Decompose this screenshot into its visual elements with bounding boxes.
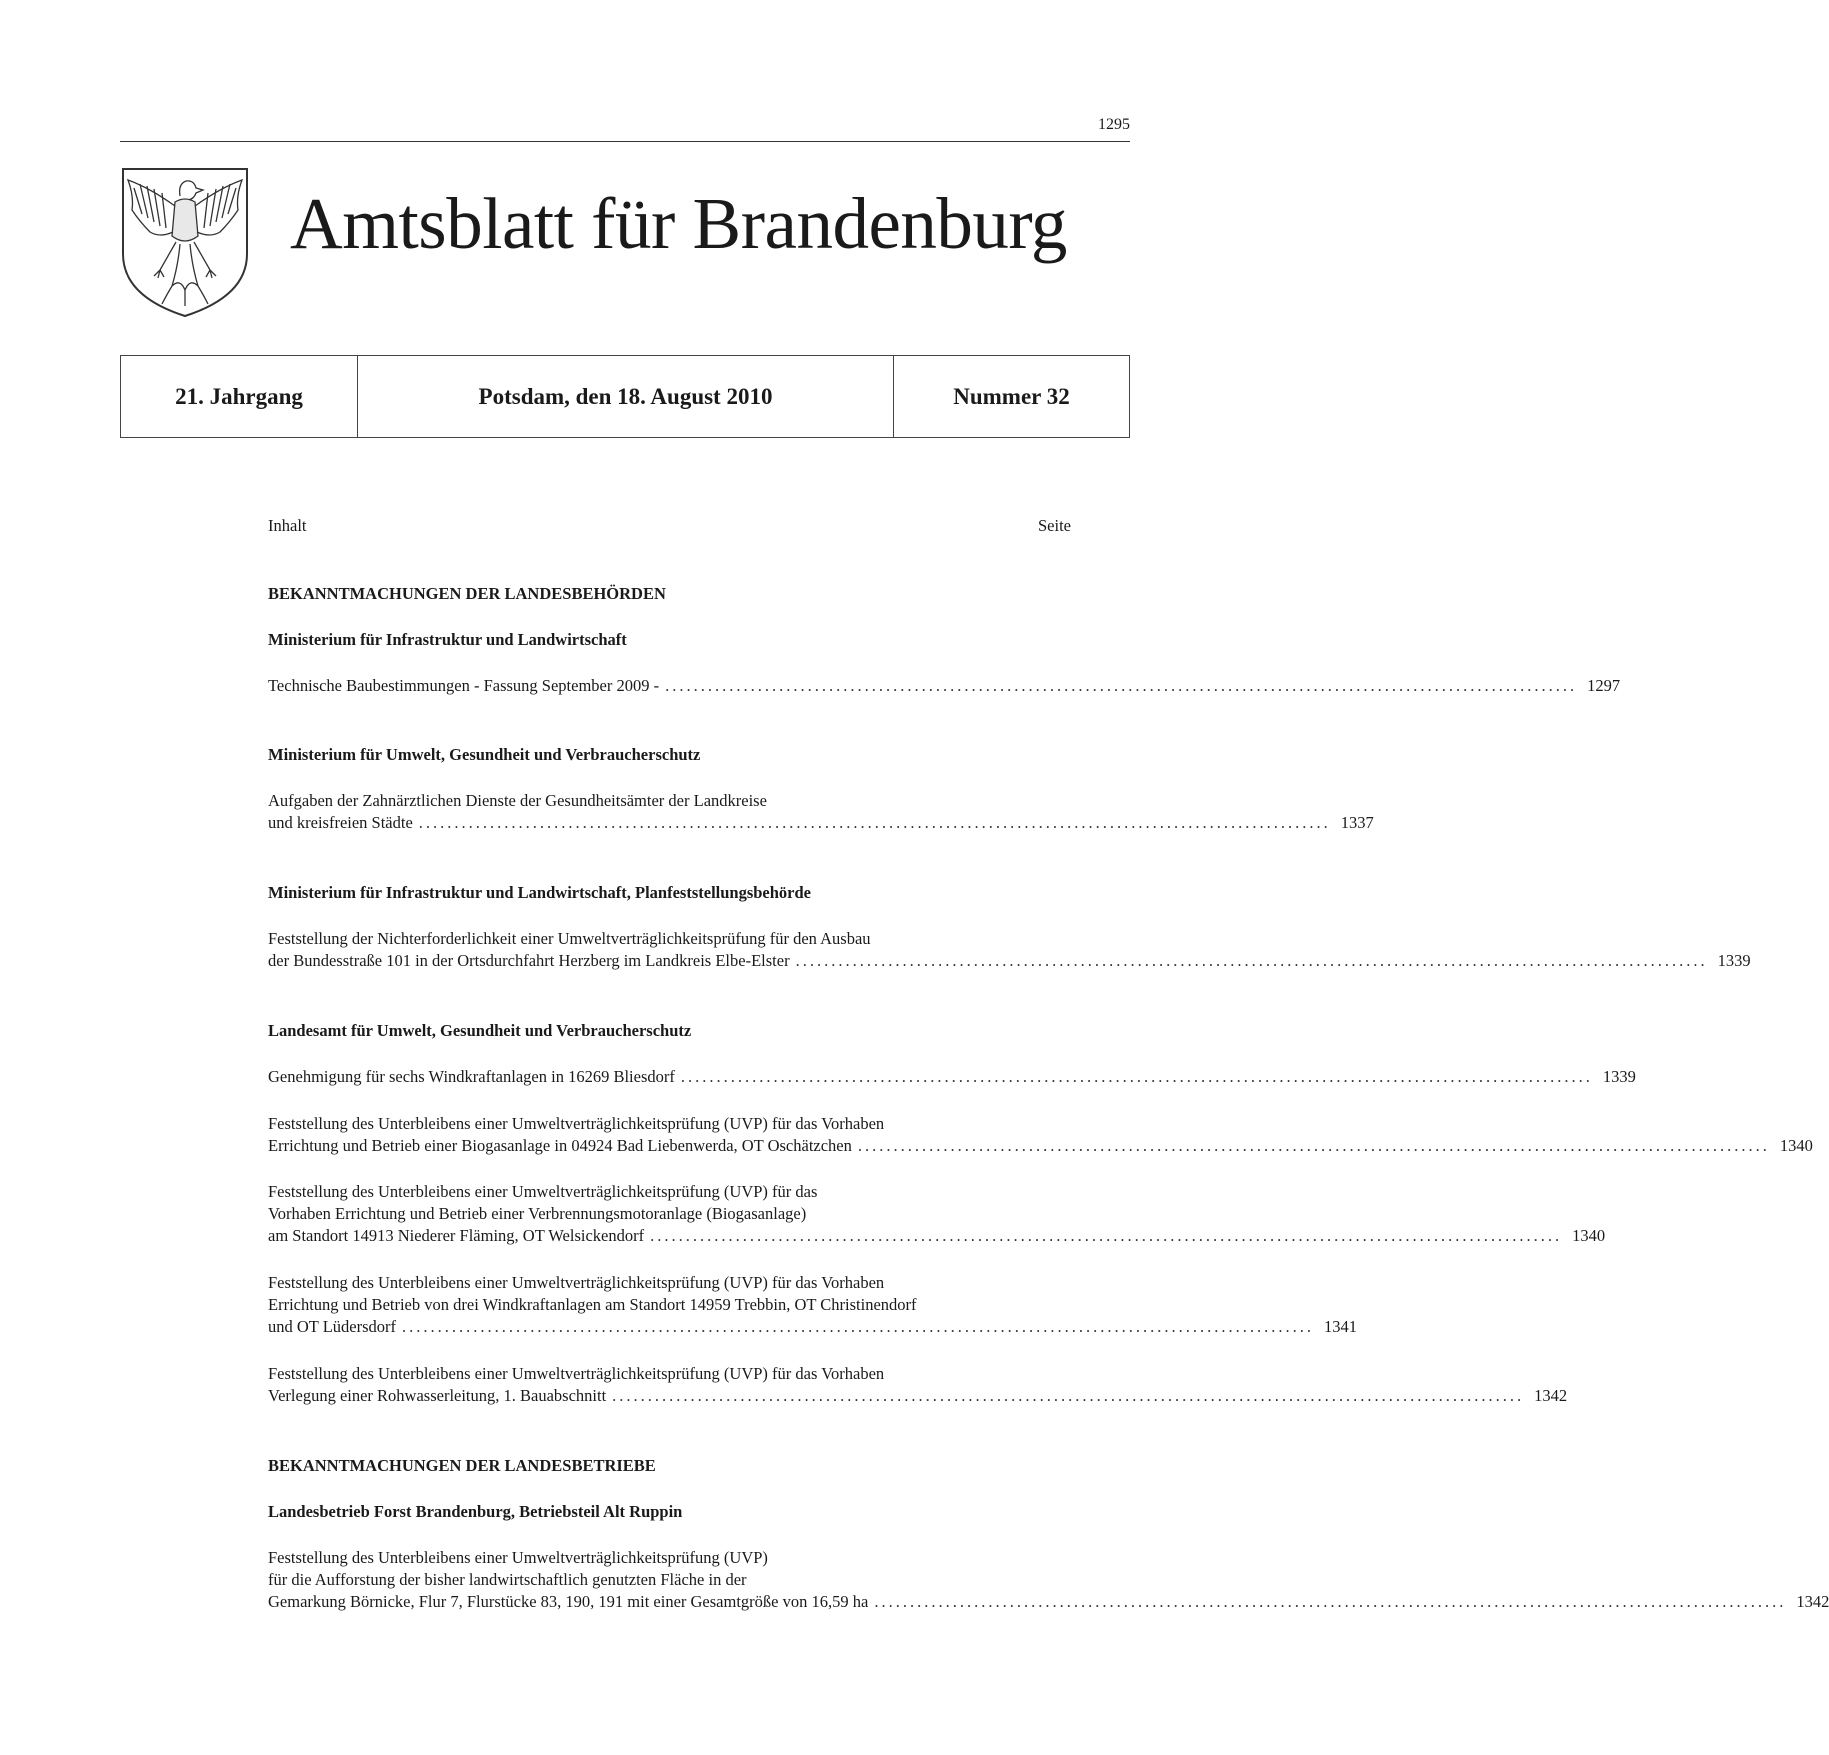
entry-page: 1339	[1602, 1067, 1636, 1086]
entry-page: 1341	[1324, 1317, 1358, 1336]
leader-dots: ................................................................................................................................	[418, 813, 1331, 832]
org-heading: Ministerium für Umwelt, Gesundheit und Verbraucherschutz	[268, 745, 701, 764]
masthead-title: Amtsblatt für Brandenburg	[290, 183, 1067, 264]
toc-entry	[268, 1272, 1358, 1338]
toc-entry	[268, 1181, 1606, 1247]
toc-header-right: Seite	[1038, 516, 1071, 535]
entry-text: der Bundesstraße 101 in der Ortsdurchfahrt Herzberg im Landkreis Elbe-Elster	[268, 951, 790, 970]
org-heading: Landesbetrieb Forst Brandenburg, Betriebsteil Alt Ruppin	[268, 1502, 683, 1521]
entry-line: Feststellung des Unterbleibens einer Umweltverträglichkeitsprüfung (UVP) für das	[268, 1182, 818, 1201]
entry-line: Errichtung und Betrieb von drei Windkraftanlagen am Standort 14959 Trebbin, OT Christinendorf	[268, 1295, 917, 1314]
volume: 21. Jahrgang	[121, 356, 358, 437]
entry-line: Feststellung des Unterbleibens einer Umweltverträglichkeitsprüfung (UVP)	[268, 1548, 768, 1567]
toc-entry	[268, 790, 1374, 834]
leader-dots: ................................................................................................................................	[402, 1317, 1315, 1336]
entry-text: Errichtung und Betrieb einer Biogasanlage in 04924 Bad Liebenwerda, OT Oschätzchen	[268, 1136, 852, 1155]
entry-text: Technische Baubestimmungen - Fassung September 2009 -	[268, 676, 660, 695]
entry-line: Feststellung des Unterbleibens einer Umweltverträglichkeitsprüfung (UVP) für das Vorhaben	[268, 1273, 885, 1292]
org-heading: Ministerium für Infrastruktur und Landwirtschaft	[268, 630, 627, 649]
entry-text: Genehmigung für sechs Windkraftanlagen in 16269 Bliesdorf	[268, 1067, 675, 1086]
entry-page: 1340	[1779, 1136, 1813, 1155]
leader-dots: ................................................................................................................................	[612, 1386, 1525, 1405]
toc-entry	[268, 1363, 1568, 1407]
leader-dots: ................................................................................................................................	[665, 676, 1578, 695]
entry-text: und OT Lüdersdorf	[268, 1317, 397, 1336]
entry-page: 1342	[1534, 1386, 1568, 1405]
entry-line: für die Aufforstung der bisher landwirtschaftlich genutzten Fläche in der	[268, 1570, 747, 1589]
leader-dots: ................................................................................................................................	[680, 1067, 1593, 1086]
toc-header	[268, 516, 1071, 536]
entry-page: 1297	[1587, 676, 1621, 695]
org-heading: Landesamt für Umwelt, Gesundheit und Verbraucherschutz	[268, 1021, 692, 1040]
leader-dots: ................................................................................................................................	[874, 1592, 1787, 1611]
brandenburg-eagle-coat-of-arms-icon	[120, 166, 250, 318]
entry-line: Feststellung der Nichterforderlichkeit einer Umweltverträglichkeitsprüfung für den Ausbau	[268, 929, 871, 948]
entry-page: 1340	[1572, 1226, 1606, 1245]
org-heading: Ministerium für Infrastruktur und Landwirtschaft, Planfeststellungsbehörde	[268, 883, 812, 902]
leader-dots: ................................................................................................................................	[650, 1226, 1563, 1245]
page-number: 1295	[1098, 116, 1130, 133]
section-heading: BEKANNTMACHUNGEN DER LANDESBEHÖRDEN	[268, 584, 666, 603]
entry-text: Verlegung einer Rohwasserleitung, 1. Bauabschnitt	[268, 1386, 607, 1405]
place-date: Potsdam, den 18. August 2010	[358, 356, 894, 437]
entry-text: und kreisfreien Städte	[268, 813, 413, 832]
entry-line: Feststellung des Unterbleibens einer Umweltverträglichkeitsprüfung (UVP) für das Vorhaben	[268, 1364, 885, 1383]
entry-text: Gemarkung Börnicke, Flur 7, Flurstücke 83, 190, 191 mit einer Gesamtgröße von 16,59 ha	[268, 1592, 869, 1611]
entry-line: Aufgaben der Zahnärztlichen Dienste der Gesundheitsämter der Landkreise	[268, 791, 767, 810]
issue-info-box	[120, 355, 1130, 438]
leader-dots: ................................................................................................................................	[857, 1136, 1770, 1155]
entry-text: am Standort 14913 Niederer Fläming, OT Welsickendorf	[268, 1226, 645, 1245]
entry-page: 1339	[1717, 951, 1751, 970]
entry-page: 1337	[1340, 813, 1374, 832]
issue-number: Nummer 32	[953, 383, 1070, 409]
toc-entry	[268, 1547, 1829, 1613]
toc-entry	[268, 1113, 1813, 1157]
top-rule	[120, 141, 1130, 142]
entry-line: Vorhaben Errichtung und Betrieb einer Verbrennungsmotoranlage (Biogasanlage)	[268, 1204, 807, 1223]
toc-header-left: Inhalt	[268, 516, 307, 535]
leader-dots: ................................................................................................................................	[795, 951, 1708, 970]
toc-entry	[268, 1066, 1636, 1088]
entry-line: Feststellung des Unterbleibens einer Umweltverträglichkeitsprüfung (UVP) für das Vorhaben	[268, 1114, 885, 1133]
toc-entry	[268, 675, 1621, 697]
section-heading: BEKANNTMACHUNGEN DER LANDESBETRIEBE	[268, 1456, 656, 1475]
toc-entry	[268, 928, 1751, 972]
entry-page: 1342	[1796, 1592, 1829, 1611]
